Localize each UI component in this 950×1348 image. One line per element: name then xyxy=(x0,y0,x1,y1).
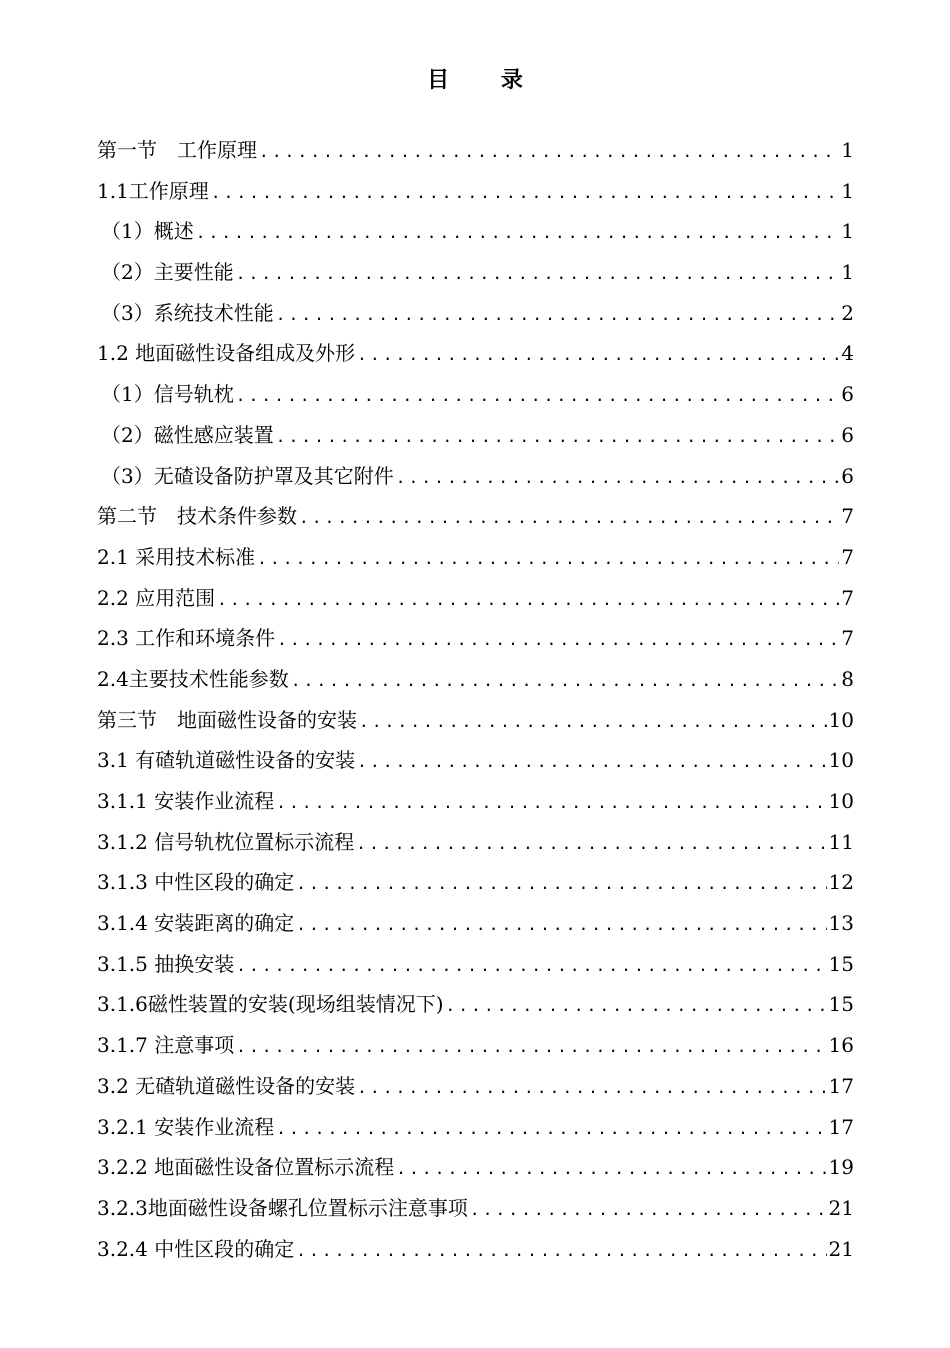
toc-dot-leader xyxy=(296,864,826,903)
toc-dot-leader xyxy=(217,580,839,619)
toc-dot-leader xyxy=(259,132,839,171)
toc-list xyxy=(97,130,854,1269)
toc-entry-text: 3.2.3地面磁性设备螺孔位置标示注意事项 xyxy=(97,1195,468,1220)
toc-entry-text: 3.2 无碴轨道磁性设备的安装 xyxy=(97,1073,356,1098)
toc-entry-page-number: 8 xyxy=(841,666,854,691)
toc-dot-leader xyxy=(470,1190,827,1229)
toc-entry-page-number: 16 xyxy=(828,1033,854,1058)
toc-entry[interactable] xyxy=(97,456,854,497)
toc-entry-page-number: 1 xyxy=(841,138,854,162)
toc-entry-text: 1.1工作原理 xyxy=(97,178,209,203)
toc-dot-leader xyxy=(276,295,840,334)
toc-entry-text: （3）无碴设备防护罩及其它附件 xyxy=(101,463,394,488)
toc-entry-text: （1）信号轨枕 xyxy=(101,382,234,407)
toc-entry[interactable] xyxy=(97,130,854,171)
toc-dot-leader xyxy=(356,824,826,863)
toc-entry-text: （2）主要性能 xyxy=(101,260,234,285)
toc-entry[interactable] xyxy=(97,862,854,903)
toc-entry-text: 2.1 采用技术标准 xyxy=(97,544,256,569)
toc-entry-page-number: 7 xyxy=(841,585,854,610)
toc-entry-text: 2.2 应用范围 xyxy=(97,585,216,610)
toc-entry-page-number: 10 xyxy=(828,707,854,732)
toc-title: 目 录 xyxy=(427,67,545,93)
toc-entry-text: 3.2.4 中性区段的确定 xyxy=(97,1236,295,1261)
toc-entry[interactable] xyxy=(97,1066,854,1107)
toc-entry-text: 3.1.7 注意事项 xyxy=(97,1033,235,1058)
toc-dot-leader xyxy=(357,742,826,781)
toc-dot-leader xyxy=(236,254,840,293)
toc-entry-page-number: 17 xyxy=(828,1114,854,1139)
toc-entry-page-number: 7 xyxy=(841,544,854,569)
toc-entry-page-number: 11 xyxy=(828,829,854,854)
toc-entry[interactable] xyxy=(97,252,854,293)
toc-entry-text: 3.1.1 安装作业流程 xyxy=(97,789,275,813)
toc-entry[interactable] xyxy=(97,1107,854,1148)
toc-dot-leader xyxy=(299,498,839,537)
toc-dot-leader xyxy=(236,946,826,985)
toc-dot-leader xyxy=(296,1231,826,1270)
toc-entry-page-number: 19 xyxy=(828,1155,854,1180)
toc-entry-page-number: 10 xyxy=(828,748,854,773)
toc-entry[interactable] xyxy=(97,618,854,659)
toc-entry[interactable] xyxy=(97,171,854,212)
toc-dot-leader xyxy=(196,213,840,252)
toc-dot-leader xyxy=(257,539,839,578)
toc-entry[interactable] xyxy=(97,374,854,415)
toc-entry[interactable] xyxy=(97,415,854,456)
toc-dot-leader xyxy=(276,417,840,456)
toc-entry-page-number: 21 xyxy=(828,1236,854,1261)
toc-dot-leader xyxy=(357,335,839,374)
toc-entry-page-number: 6 xyxy=(841,382,854,407)
toc-entry[interactable] xyxy=(97,700,854,741)
toc-entry-page-number: 10 xyxy=(828,789,854,813)
toc-entry-page-number: 7 xyxy=(841,504,854,529)
toc-dot-leader xyxy=(291,661,839,700)
toc-entry-text: 3.1 有碴轨道磁性设备的安装 xyxy=(97,748,356,773)
toc-dot-leader xyxy=(359,702,827,741)
toc-entry[interactable] xyxy=(97,1147,854,1188)
toc-entry[interactable] xyxy=(97,740,854,781)
toc-entry-text: 第二节 技术条件参数 xyxy=(97,504,297,529)
toc-entry[interactable] xyxy=(97,1025,854,1066)
toc-entry[interactable] xyxy=(97,903,854,944)
toc-entry-page-number: 13 xyxy=(828,911,854,936)
toc-entry[interactable] xyxy=(97,537,854,578)
toc-dot-leader xyxy=(236,376,840,415)
toc-entry-page-number: 1 xyxy=(841,178,854,203)
toc-entry-page-number: 1 xyxy=(841,260,854,285)
toc-entry[interactable] xyxy=(97,1229,854,1270)
toc-entry-text: 1.2 地面磁性设备组成及外形 xyxy=(97,341,356,366)
toc-entry-text: （3）系统技术性能 xyxy=(101,300,274,325)
toc-dot-leader xyxy=(276,783,826,822)
toc-entry-text: 2.3 工作和环境条件 xyxy=(97,626,276,651)
toc-entry[interactable] xyxy=(97,211,854,252)
toc-entry[interactable] xyxy=(97,944,854,985)
toc-dot-leader xyxy=(446,986,827,1025)
toc-entry-text: 3.2.2 地面磁性设备位置标示流程 xyxy=(97,1155,395,1180)
toc-dot-leader xyxy=(236,1027,826,1066)
toc-entry-text: （1）概述 xyxy=(101,219,194,244)
toc-entry-page-number: 7 xyxy=(841,626,854,651)
toc-entry-page-number: 6 xyxy=(841,422,854,447)
toc-entry[interactable] xyxy=(97,293,854,334)
toc-entry-page-number: 1 xyxy=(841,219,854,244)
toc-dot-leader xyxy=(396,458,840,497)
toc-dot-leader xyxy=(276,1109,826,1148)
toc-entry[interactable] xyxy=(97,496,854,537)
toc-entry[interactable] xyxy=(97,822,854,863)
toc-entry-page-number: 21 xyxy=(828,1195,854,1220)
toc-entry-page-number: 15 xyxy=(828,992,854,1017)
toc-entry-page-number: 2 xyxy=(841,300,854,325)
toc-entry-page-number: 17 xyxy=(828,1073,854,1098)
toc-dot-leader xyxy=(396,1149,826,1188)
toc-entry-page-number: 4 xyxy=(841,341,854,366)
toc-entry-text: 3.1.5 抽换安装 xyxy=(97,951,235,976)
toc-entry-text: 3.2.1 安装作业流程 xyxy=(97,1114,275,1139)
toc-entry-page-number: 12 xyxy=(828,870,854,895)
toc-entry[interactable] xyxy=(97,781,854,822)
toc-entry[interactable] xyxy=(97,659,854,700)
toc-entry-text: 3.1.6磁性装置的安装(现场组装情况下) xyxy=(97,992,444,1017)
toc-entry[interactable] xyxy=(97,578,854,619)
toc-dot-leader xyxy=(357,1068,826,1107)
toc-dot-leader xyxy=(277,620,839,659)
toc-entry-text: 3.1.2 信号轨枕位置标示流程 xyxy=(97,829,355,854)
toc-entry[interactable] xyxy=(97,333,854,374)
toc-dot-leader xyxy=(211,173,839,212)
toc-entry-text: 3.1.3 中性区段的确定 xyxy=(97,870,295,895)
toc-entry-text: （2）磁性感应装置 xyxy=(101,422,274,447)
toc-entry-page-number: 15 xyxy=(828,951,854,976)
toc-entry-text: 3.1.4 安装距离的确定 xyxy=(97,911,295,936)
toc-entry-text: 第三节 地面磁性设备的安装 xyxy=(97,707,357,732)
toc-entry[interactable] xyxy=(97,984,854,1025)
toc-entry[interactable] xyxy=(97,1188,854,1229)
toc-entry-page-number: 6 xyxy=(841,463,854,488)
toc-dot-leader xyxy=(296,905,826,944)
toc-entry-text: 第一节 工作原理 xyxy=(97,138,257,162)
toc-entry-text: 2.4主要技术性能参数 xyxy=(97,666,289,691)
